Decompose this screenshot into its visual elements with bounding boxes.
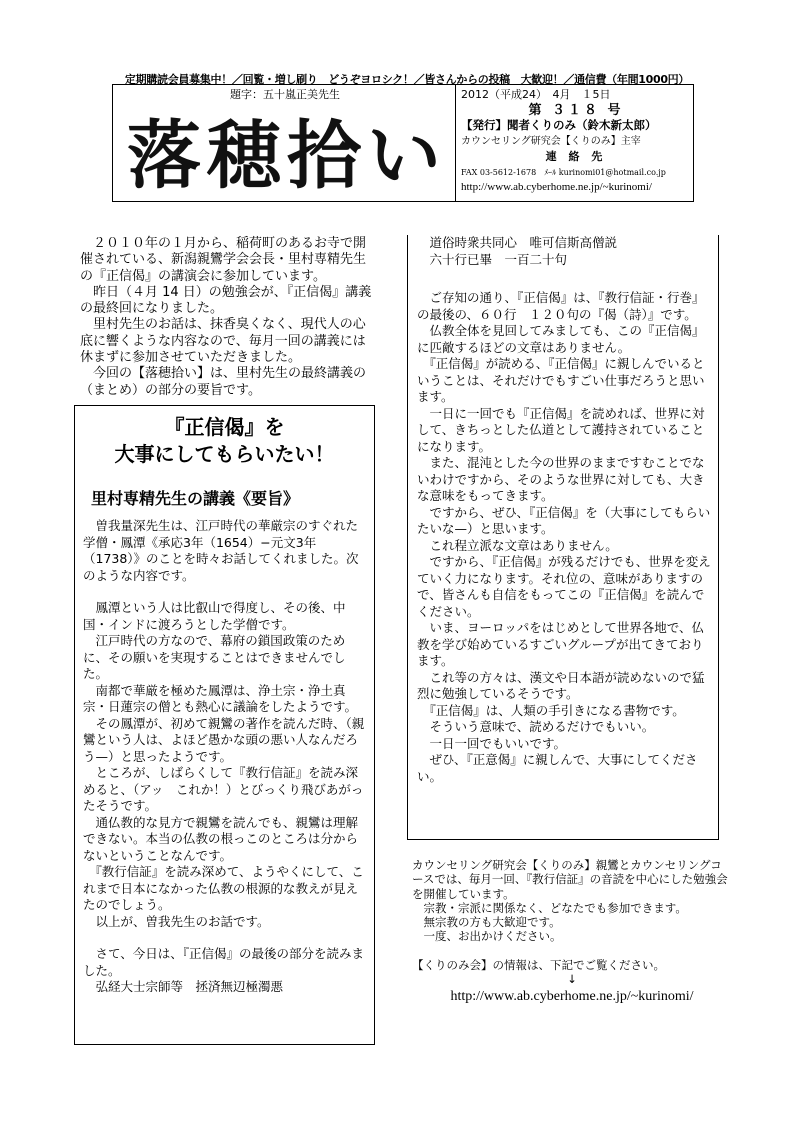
website-link[interactable]: http://www.ab.cyberhome.ne.jp/~kurinomi/ (450, 989, 694, 1005)
masthead-info (461, 87, 691, 196)
issue-number: 第 ３１８ 号 (528, 102, 624, 118)
lecture-title-line1: 『正信偈』を (164, 415, 285, 439)
continuation-box (407, 235, 719, 840)
body-paragraph: 六十行已畢 一百二十句 (417, 251, 568, 267)
intro-paragraph: 里村先生のお話は、抹香臭くなく、現代人の心底に響くような内容なので、毎月一回の講義には休まずに参加させていただきました。 (80, 317, 366, 366)
body-paragraph: 江戸時代の方なので、幕府の鎖国政策のために、その願いを実現することはできませんでした。 (83, 633, 346, 681)
body-paragraph: その鳳潭が、初めて親鸞の著作を読んだ時、（親鸞という人は、よほど愚かな頭の悪い人なんだろう—）と思ったようです。 (83, 715, 365, 764)
continuation-body (417, 235, 713, 785)
body-paragraph: 以上が、曽我先生のお話です。 (83, 913, 270, 929)
notice-paragraph: 【くりのみ会】の情報は、下記でご覧ください。 (412, 957, 665, 972)
body-paragraph: 『正信偈』は、人類の手引きになる書物です。 (417, 702, 685, 718)
body-paragraph: ご存知の通り、『正信偈』は、『教行信証・行巻』の最後の、６０行 １２０句の『偈（詩）』です。 (417, 290, 705, 322)
body-paragraph: いま、ヨーロッパをはじめとして世界各地で、仏教を学び始めているすごいグループが出てきております。 (417, 620, 705, 668)
body-paragraph: 曽我量深先生は、江戸時代の華厳宗のすぐれた学僧・鳳潭《承応3年（1654）−元文3年（1738）》のことを時々お話してくれました。次のような内容です。 (83, 518, 359, 583)
body-paragraph: 『教行信証』を読み深めて、ようやくにして、これまで日本になかった仏教の根源的な教えが見えたのでしょう。 (83, 864, 364, 912)
contact-fax-email: FAX 03-5612-1678 ﾒｰﾙ kurinomi01@hotmail.co.jp (461, 167, 666, 177)
notice-paragraph: 無宗教の方も大歓迎です。 (412, 915, 561, 930)
organization: カウンセリング研究会【くりのみ】主宰 (461, 135, 641, 147)
calligraphy-credit: 題字：五十嵐正美先生 (230, 88, 340, 101)
body-paragraph: 鳳潭という人は比叡山で得度し、その後、中国・インドに渡ろうとした学僧です。 (83, 600, 346, 632)
top-notice: 定期購読会員募集中！／回覧・増し刷り どうぞヨロシク！／皆さんからの投稿 大歓迎！／通信費（年間1000円） (124, 73, 690, 86)
lecture-body (83, 518, 368, 996)
masthead-calligraphy-logo (123, 103, 453, 198)
study-group-notice (412, 858, 732, 1005)
body-paragraph: 弘経大士宗師等 拯済無辺極濁悪 (83, 979, 284, 994)
intro-paragraph: ２０１０年の１月から、稲荷町のあるお寺で開催されている、新潟親鸞学会会長・里村専精先生の『正信偈』の講演会に参加しています。 (80, 236, 367, 284)
lecture-title (75, 414, 374, 468)
contact-label: 連 絡 先 (545, 150, 607, 163)
body-paragraph: これ等の方々は、漢文や日本語が読めないので猛烈に勉強しているそうです。 (417, 669, 705, 701)
masthead (112, 84, 694, 202)
intro-text (80, 236, 372, 399)
body-paragraph: 仏教全体を見回してみましても、この『正信偈』に匹敵するほどの文章はありません。 (417, 323, 705, 355)
intro-paragraph: 昨日（４月 14 日）の勉強会が、『正信偈』講義の最終回になりました。 (80, 284, 372, 317)
lecture-box (74, 405, 375, 1045)
body-paragraph: 通仏教的な見方で親鸞を読んでも、親鸞は理解できない。本当の仏教の根っこのところは分からないということなんです。 (83, 814, 359, 863)
body-paragraph: ところが、しばらくして『教行信証』を読み深めると、（アッ これか！）とびっくり飛びあがったそうです。 (83, 765, 364, 813)
body-paragraph: 南都で華厳を極めた鳳潭は、浄土宗・浄土真宗・日蓮宗の僧とも熱心に議論をしたようです。 (83, 682, 358, 714)
down-arrow-icon: ↓ (567, 972, 577, 987)
lecture-subtitle: 里村専精先生の講義《要旨》 (91, 489, 300, 508)
publisher: 【発行】聞者くりのみ（鈴木新太郎） (461, 118, 657, 132)
body-paragraph: 一日一回でもいいです。 (417, 735, 567, 751)
body-paragraph: ですから、ぜひ、『正信偈』を（大事にしてもらいたいな—）と思います。 (417, 504, 711, 536)
body-paragraph: ですから、『正信偈』が残るだけでも、世界を変えていく力になります。それ位の、意味がありますので、皆さんも自信をもってこの『正信偈』を読んでください。 (417, 554, 711, 619)
issue-date: 2012（平成24） 4月 １5日 (461, 88, 611, 101)
masthead-title: 落穂拾い (127, 113, 447, 198)
body-paragraph: 一日に一回でも『正信偈』を読めれば、世界に対して、きちっとした仏道として護持されていることになります。 (417, 405, 705, 454)
body-paragraph: さて、今日は、『正信偈』の最後の部分を読みました。 (83, 946, 365, 978)
body-paragraph: ぜひ、『正意偈』に親しんで、大事にしてください。 (417, 752, 698, 784)
body-paragraph: これ程立派な文章はありません。 (417, 537, 618, 553)
masthead-divider (455, 85, 456, 201)
notice-paragraph: 宗教・宗派に関係なく、どなたでも参加できます。 (412, 900, 687, 915)
body-paragraph: また、混沌とした今の世界のままですむことでないわけですから、そのような世界に対しても、大きな意味をもってきます。 (417, 455, 705, 503)
body-paragraph: そういう意味で、読めるだけでもいい。 (417, 719, 655, 734)
body-paragraph: 『正信偈』が読める、『正信偈』に親しんでいるということは、それだけでもすごい仕事だろうと思います。 (417, 356, 705, 404)
notice-paragraph: カウンセリング研究会【くりのみ】親鸞とカウンセリングコースでは、毎月一回、『教行信証』の音読を中心にした勉強会を開催しています。 (412, 858, 728, 901)
notice-paragraph: 一度、お出かけください。 (412, 929, 562, 944)
header-url[interactable]: http://www.ab.cyberhome.ne.jp/~kurinomi/ (461, 181, 652, 193)
body-paragraph: 道俗時衆共同心 唯可信斯高僧説 (417, 235, 618, 250)
lecture-title-line2: 大事にしてもらいたい！ (114, 442, 335, 466)
intro-paragraph: 今回の【落穂拾い】は、里村先生の最終講義の（まとめ）の部分の要旨です。 (80, 366, 367, 398)
